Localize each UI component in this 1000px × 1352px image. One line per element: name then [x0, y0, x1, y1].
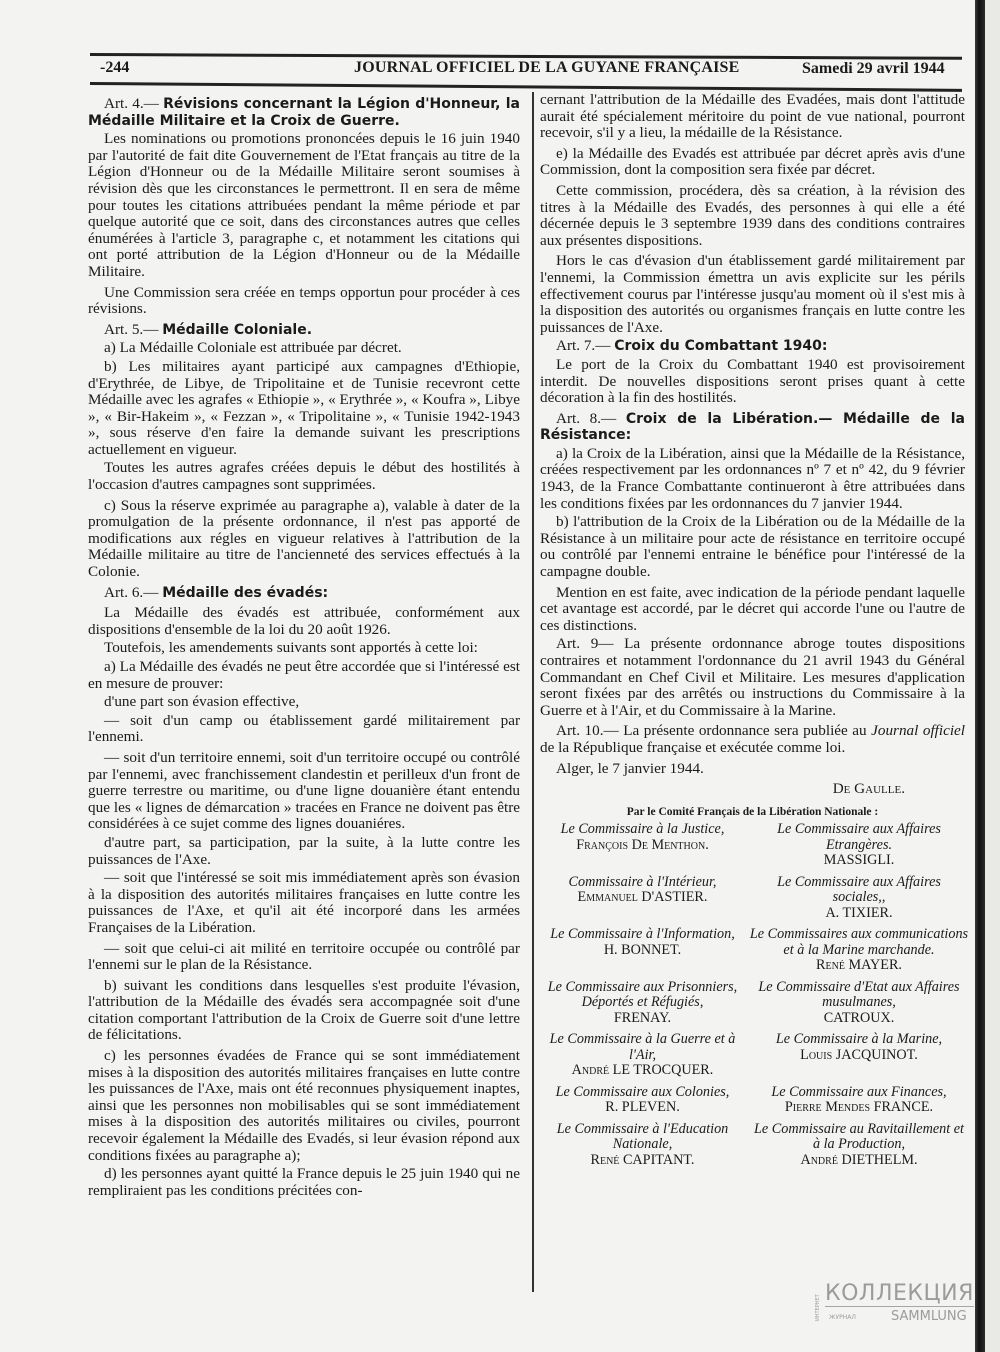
- article-6-paragraph: d'autre part, sa participation, par la suite, à la lutte contre les puissances de l'Axe.: [88, 833, 520, 868]
- main-signatory: De Gaulle.: [832, 780, 905, 798]
- signatory-role: Le Commissaire à la Guerre et à l'Air,: [549, 1031, 736, 1063]
- signature-block: [540, 1032, 745, 1079]
- article-6-paragraph: Cette commission, procédera, dès sa création, à la révision des titres à la Médaille des Evadés, des personnes à qui elle a été décernée depuis le 3 septembre 1939 dans des conditions contraires aux présentes dispositions.: [540, 181, 965, 249]
- article-8-paragraph: Mention en est faite, avec indication de la période pendant laquelle cet avantage est accordé, par le décret qui accorde l'une ou l'autre de ces distinctions.: [540, 583, 965, 634]
- signatory-role: Le Commissaire à l'Education Nationale,: [556, 1120, 729, 1153]
- left-column: [88, 92, 520, 1201]
- article-7-paragraph: Le port de la Croix du Combattant 1940 est provisoirement interdit. De nouvelles dispositions seront prises quant à cette décoration à la fin des hostilités.: [540, 355, 965, 407]
- right-column: [540, 91, 969, 1174]
- journal-title: JOURNAL OFFICIEL DE LA GUYANE FRANÇAISE: [354, 59, 740, 76]
- article-4-heading: Art. 4.— Révisions concernant la Légion d'Honneur, la Médaille Militaire et la Croix de Guerre.: [88, 95, 521, 129]
- signatory-role: Le Commissaire au Ravitaillement et à la Production,: [754, 1120, 964, 1153]
- article-6-paragraph: b) suivant les conditions dans lesquelles s'est produite l'évasion, l'attribution de la Médaille des évadés sera accompagnée soit d'une citation comportant l'attribution de la Croix de Guerre soit d'une lettre de félicitations.: [88, 976, 520, 1044]
- article-6-paragraph: Toutefois, les amendements suivants sont apportés à cette loi:: [104, 639, 478, 657]
- article-8-paragraph: a) la Croix de la Libération, ainsi que la Médaille de la Résistance, créées respectivement par les ordonnances nº 7 et nº 42, du 9 février 1943, de la France Combattante continueront à être attribuées dans les conditions fixées par les ordonnances du 7 janvier 1944.: [540, 444, 965, 512]
- signatory-role: Le Commissaire d'Etat aux Affaires musulmanes,: [758, 978, 960, 1011]
- signatory-role: Le Commissaire aux Colonies,: [555, 1083, 730, 1100]
- signatory-name: Louis JACQUINOT.: [800, 1046, 918, 1063]
- signatory-name: André LE TROCQUER.: [571, 1062, 714, 1079]
- signatory-name: Emmanuel D'ASTIER.: [577, 889, 708, 906]
- signatory-role: Le Commissaire à l'Information,: [550, 926, 735, 943]
- signatory-name: René CAPITANT.: [590, 1151, 695, 1168]
- signature-block: [749, 927, 969, 974]
- signatory-name: René MAYER.: [816, 957, 902, 974]
- signature-block: [540, 1085, 745, 1116]
- signature-block: [749, 875, 969, 922]
- article-9: Art. 9— La présente ordonnance abroge toutes dispositions contraires et notamment l'ordonnance du 21 avril 1943 du Général Commandant en Chef Civil et Militaire. Les mesures d'application seront fixées par des arrêtés ou instructions du Commissaire à la Guerre et à l'Air, et du Commissaire à la Marine.: [540, 635, 966, 719]
- signature-block: [540, 875, 745, 922]
- article-6-paragraph: — soit que celui-ci ait milité en territoire occupée ou contrôlé par l'ennemi sur le plan de la Résistance.: [88, 939, 520, 974]
- article-8-heading: Art. 8.— Croix de la Libération.— Médaille de la Résistance:: [540, 409, 965, 444]
- article-6-paragraph: — soit que l'intéressé se soit mis immédiatement après son évasion à la disposition des autorités militaires françaises en lutte contre les puissances de l'Axe, et qu'il ait été incorporé dans les armées Françaises de la Libération.: [88, 869, 520, 936]
- article-6-paragraph: La Médaille des évadés est attribuée, conformément aux dispositions d'ensemble de la loi du 20 août 1926.: [88, 604, 520, 638]
- article-6-continued: cernant l'attribution de la Médaille des Evadées, mais dont l'attitude aurait été spécialement méritoire du point de vue national, pourront recevoir, s'il y a lieu, la médaille de la Résistance.: [540, 91, 965, 142]
- signatory-name: FRENAY.: [613, 1009, 672, 1026]
- article-4-paragraph: Les nominations ou promotions prononcées depuis le 16 juin 1940 par l'autorité de fait dite Gouvernement de l'Etat français au titre de la Légion d'Honneur ou de la Médaille Militaire seront soumises à révision dès que les circonstances le permettront. Il en sera de même pour toutes les citations attribuées pendant la même période et par quelque autorité que ce soit, dans des circonstances autres que celles énumérées à l'article 3, paragraphe c, et notamment les citations qui ont porté attribution de la Légion d'Honneur ou de la Médaille Militaire.: [88, 130, 520, 280]
- article-5-paragraph: b) Les militaires ayant participé aux campagnes d'Ethiopie, d'Erythrée, de Libye, de Tripolitaine et de Tunisie recevront cette Médaille avec les agrafes « Ethiopie », « Erythrée », « Koufra », Libye », « Bir-Hakeim », « Fezzan », « Tripolitaine », « Tunisie 1942-1943 », sous réserve d'en faire la demande suivant les prescriptions actuellement en vigueur.: [88, 357, 520, 458]
- article-8-paragraph: b) l'attribution de la Croix de la Libération ou de la Médaille de la Résistance à un militaire pour acte de résistance en territoire occupé ou contrôlé par l'ennemi entraine le bénéfice pour l'intéressé de la campagne double.: [540, 513, 965, 581]
- article-6-paragraph: Hors le cas d'évasion d'un établissement gardé militairement par l'ennemi, la Commission émettra un avis explicite sur les périls effectivement courus par l'intéresse jusqu'au moment où il s'est mis à la disposition des autorités ou organismes français en lutte contre les puissances de l'Axe.: [540, 252, 965, 336]
- article-6-paragraph: a) La Médaille des évadés ne peut être accordée que si l'intéressé est en mesure de prouver:: [88, 658, 520, 692]
- signature-block: [540, 927, 745, 974]
- signatory-name: François De Menthon.: [576, 836, 709, 853]
- signatory-name: Pierre Mendes FRANCE.: [784, 1099, 934, 1116]
- article-6-paragraph: — soit d'un territoire ennemi, soit d'un territoire occupé ou contrôlé par l'ennemi, avec franchissement clandestin et perilleux d'un front de guerre terrestre ou maritime, ou d'une ligne douanière étant entendu que les « lignes de démarcation » tracées en France ne doivent pas être considérées à ce sujet comme des lignes douaniéres.: [88, 748, 520, 833]
- article-6-paragraph: d) les personnes ayant quitté la France depuis le 25 juin 1940 qui ne rempliraient pas les conditions précitées con-: [88, 1165, 520, 1199]
- article-6-paragraph: — soit d'un camp ou établissement gardé militairement par l'ennemi.: [88, 711, 520, 746]
- signatory-role: Le Commissaire à la Justice,: [560, 821, 725, 838]
- signatory-role: Le Commissaire aux Prisonniers, Déportés et Réfugiés,: [547, 978, 738, 1011]
- signatory-name: H. BONNET.: [603, 941, 682, 958]
- signature-block: [540, 1122, 745, 1169]
- signature-block: [540, 822, 745, 869]
- signature-block: [540, 980, 745, 1027]
- committee-line: Par le Comité Français de la Libération Nationale :: [626, 805, 879, 818]
- signatory-name: MASSIGLI.: [823, 852, 895, 869]
- article-6-paragraph: e) la Médaille des Evadés est attribuée par décret après avis d'une Commission, dont la composition sera fixée par décret.: [540, 144, 965, 179]
- signatory-name: André DIETHELM.: [800, 1151, 918, 1168]
- place-and-date: Alger, le 7 janvier 1944.: [556, 759, 704, 777]
- page-number: -244: [100, 59, 130, 76]
- article-6-paragraph: c) les personnes évadées de France qui se sont immédiatement mises à la disposition des autorités militaires françaises en lutte contre les puissances de l'Axe, mais ont été reconnues physiquement inaptes, ainsi que les personnes non mobilisables qui se sont immédiatement mises à la disposition des autorités militaires ou civiles, pourront recevoir également la Médaille des Evadés, si leur évasion répond aux conditions fixées au paragraphe a);: [88, 1047, 520, 1164]
- signature-block: [749, 822, 969, 869]
- signature-block: [749, 1122, 969, 1169]
- signature-block: [749, 1085, 969, 1116]
- article-4-paragraph: Une Commission sera créée en temps opportun pour procéder à ces révisions.: [88, 283, 520, 318]
- adjacent-page-edge: [985, 0, 1000, 1352]
- article-5-paragraph: a) La Médaille Coloniale est attribuée par décret.: [104, 339, 402, 357]
- article-5-paragraph: c) Sous la réserve exprimée au paragraphe a), valable à dater de la promulgation de la présente ordonnance, il n'est pas apporté de modifications aux régles en vigueur relatives à l'attribution de la Médaille militaire au titre de l'ancienneté des services effectués à la Colonie.: [88, 496, 520, 581]
- book-spine: [975, 0, 985, 1352]
- article-6-paragraph: d'une part son évasion effective,: [104, 693, 300, 711]
- signatory-role: Le Commissaires aux communications et à la Marine marchande.: [749, 926, 969, 958]
- article-5-heading: Art. 5.— Médaille Coloniale.: [104, 320, 313, 338]
- article-6-heading: Art. 6.— Médaille des évadés:: [104, 583, 329, 601]
- article-10: Art. 10.— La présente ordonnance sera publiée au Journal officiel de la République française et exécutée comme loi.: [540, 722, 966, 756]
- column-divider: [532, 92, 534, 1292]
- signatory-role: Le Commissaire à la Marine,: [775, 1031, 943, 1048]
- watermark-logo: ИНТЕРНЕТ КОЛЛЕКЦИЯ ЖУРНАЛ SAMMLUNG: [815, 1281, 974, 1324]
- article-7-heading: Art. 7.— Croix du Combattant 1940:: [556, 337, 828, 355]
- issue-date: Samedi 29 avril 1944: [802, 60, 945, 77]
- signatory-role: Le Commissaire aux Affaires sociales,,: [777, 873, 941, 906]
- signature-block: [749, 1032, 969, 1079]
- signature-grid: [540, 821, 969, 1174]
- signatory-name: CATROUX.: [823, 1009, 895, 1026]
- signatory-role: Commissaire à l'Intérieur,: [568, 873, 717, 890]
- signature-block: [749, 980, 969, 1027]
- signatory-role: Le Commissaire aux Finances,: [771, 1083, 947, 1100]
- signatory-name: R. PLEVEN.: [605, 1099, 680, 1116]
- page-header: [92, 56, 960, 82]
- article-5-paragraph: Toutes les autres agrafes créées depuis le début des hostilités à l'occasion d'autres campagnes sont supprimées.: [88, 459, 520, 494]
- signatory-name: A. TIXIER.: [825, 904, 893, 921]
- signatory-role: Le Commissaire aux Affaires Etrangères.: [777, 821, 941, 853]
